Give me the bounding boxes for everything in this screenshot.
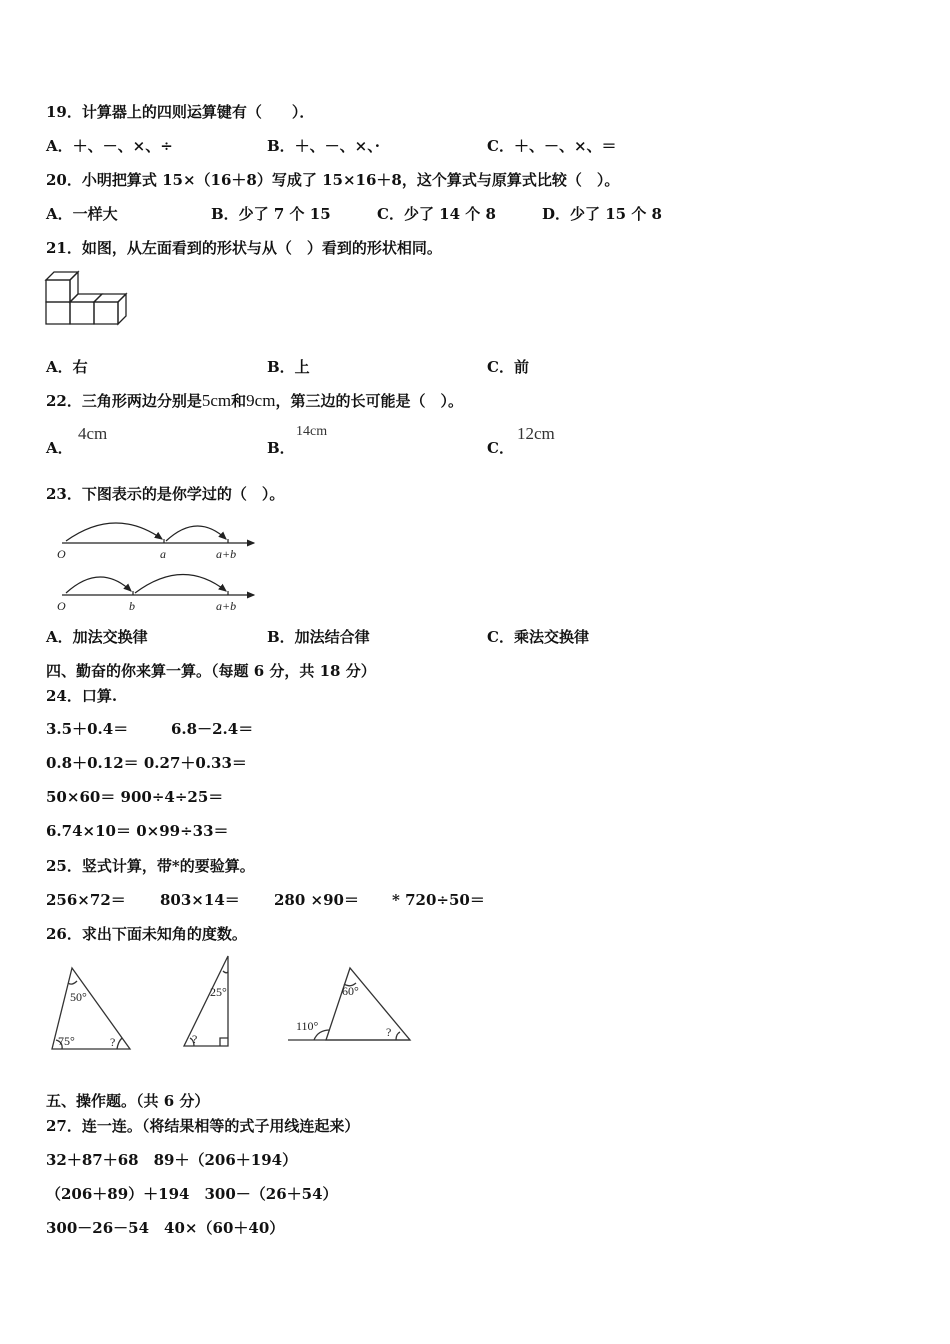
q23-line1-origin: O — [57, 547, 66, 561]
q22-stem — [46, 391, 463, 411]
q23-option-a[interactable]: A．加法交换律 — [46, 628, 148, 646]
q23-line2-origin: O — [57, 599, 66, 613]
q21-cube-figure — [44, 270, 136, 328]
q22-option-c[interactable]: C． — [487, 439, 514, 457]
q24-expr-1b: 6.8－2.4＝ — [171, 720, 254, 738]
q21-option-c[interactable]: C．前 — [487, 358, 529, 376]
q24-row-2: 0.8＋0.12＝ 0.27＋0.33＝ — [46, 754, 247, 772]
q22-option-a-value: 4cm — [78, 424, 108, 443]
q20-option-a[interactable]: A．一样大 — [46, 205, 118, 223]
q27-row-1[interactable]: 32＋87＋68 89＋（206＋194） — [46, 1151, 298, 1169]
q23-option-c[interactable]: C．乘法交换律 — [487, 628, 589, 646]
q25-expr-1: 256×72＝ — [46, 891, 126, 909]
q19-option-b[interactable]: B．＋、－、×、· — [267, 137, 380, 155]
q25-expr-2: 803×14＝ — [160, 891, 240, 909]
q23-stem: 23．下图表示的是你学过的（ ）。 — [46, 485, 285, 503]
q20-stem: 20．小明把算式 15×（16＋8）写成了 15×16＋8，这个算式与原算式比较（ ）。 — [46, 171, 620, 189]
q22-stem-post: ，第三边的长可能是（ ）。 — [275, 392, 463, 410]
q22-and: 和 — [231, 392, 247, 410]
q22-stem-pre: 22．三角形两边分别是 — [46, 392, 202, 410]
q25-stem: 25．竖式计算，带*的要验算。 — [46, 857, 255, 875]
q22-option-a[interactable]: A． — [46, 439, 73, 457]
q27-stem: 27．连一连。（将结果相等的式子用线连起来） — [46, 1117, 360, 1135]
q20-option-c[interactable]: C．少了 14 个 8 — [377, 205, 496, 223]
q27-row-2[interactable]: （206＋89）＋194 300－（26＋54） — [46, 1185, 338, 1203]
q24-expr-1a: 3.5＋0.4＝ — [46, 720, 129, 738]
q19-option-c[interactable]: C．＋、－、×、＝ — [487, 137, 617, 155]
q26-t3-top-angle: 60° — [342, 984, 359, 998]
q19-option-a[interactable]: A．＋、－、×、÷ — [46, 137, 173, 155]
q20-option-b[interactable]: B．少了 7 个 15 — [211, 205, 331, 223]
q25-expr-4: * 720÷50＝ — [392, 891, 485, 909]
q23-line1-end: a+b — [216, 547, 237, 561]
section-5-title: 五、操作题。（共 6 分） — [46, 1092, 210, 1110]
q26-t3-exterior-angle: 110° — [296, 1019, 319, 1033]
q26-triangles-figure — [44, 950, 420, 1056]
q22-option-b[interactable]: B． — [267, 439, 295, 457]
q21-stem: 21．如图，从左面看到的形状与从（ ）看到的形状相同。 — [46, 239, 442, 257]
q27-row-3[interactable]: 300－26－54 40×（60＋40） — [46, 1219, 285, 1237]
q22-option-c-value: 12cm — [517, 424, 555, 443]
q24-stem: 24．口算. — [46, 687, 118, 705]
q21-option-a[interactable]: A．右 — [46, 358, 88, 376]
q23-line2-mid: b — [129, 599, 135, 613]
q26-t1-bottom-left-angle: 75° — [58, 1034, 75, 1048]
q24-row-4: 6.74×10＝ 0×99÷33＝ — [46, 822, 229, 840]
q23-number-line-figure — [50, 512, 262, 616]
q22-option-b-value: 14cm — [296, 424, 328, 439]
q26-t2-top-angle: 25° — [210, 985, 227, 999]
section-4-title: 四、勤奋的你来算一算。（每题 6 分，共 18 分） — [46, 662, 376, 680]
q25-expr-3: 280 ×90＝ — [274, 891, 359, 909]
q26-t1-top-angle: 50° — [70, 990, 87, 1004]
q21-option-b[interactable]: B．上 — [267, 358, 310, 376]
q19-stem: 19．计算器上的四则运算键有（ ）． — [46, 103, 315, 121]
q26-t1-bottom-right-angle: ? — [110, 1035, 116, 1049]
q26-t2-bottom-left-angle: ? — [192, 1032, 198, 1046]
q22-value-2: 9cm — [246, 391, 276, 410]
q22-value-1: 5cm — [201, 391, 232, 410]
q26-stem: 26．求出下面未知角的度数。 — [46, 925, 247, 943]
q20-option-d[interactable]: D．少了 15 个 8 — [542, 205, 662, 223]
q24-row-3: 50×60＝ 900÷4÷25＝ — [46, 788, 224, 806]
q23-line2-end: a+b — [216, 599, 237, 613]
q26-t3-bottom-right-angle: ? — [386, 1025, 392, 1039]
q23-option-b[interactable]: B．加法结合律 — [267, 628, 370, 646]
q23-line1-mid: a — [160, 547, 166, 561]
